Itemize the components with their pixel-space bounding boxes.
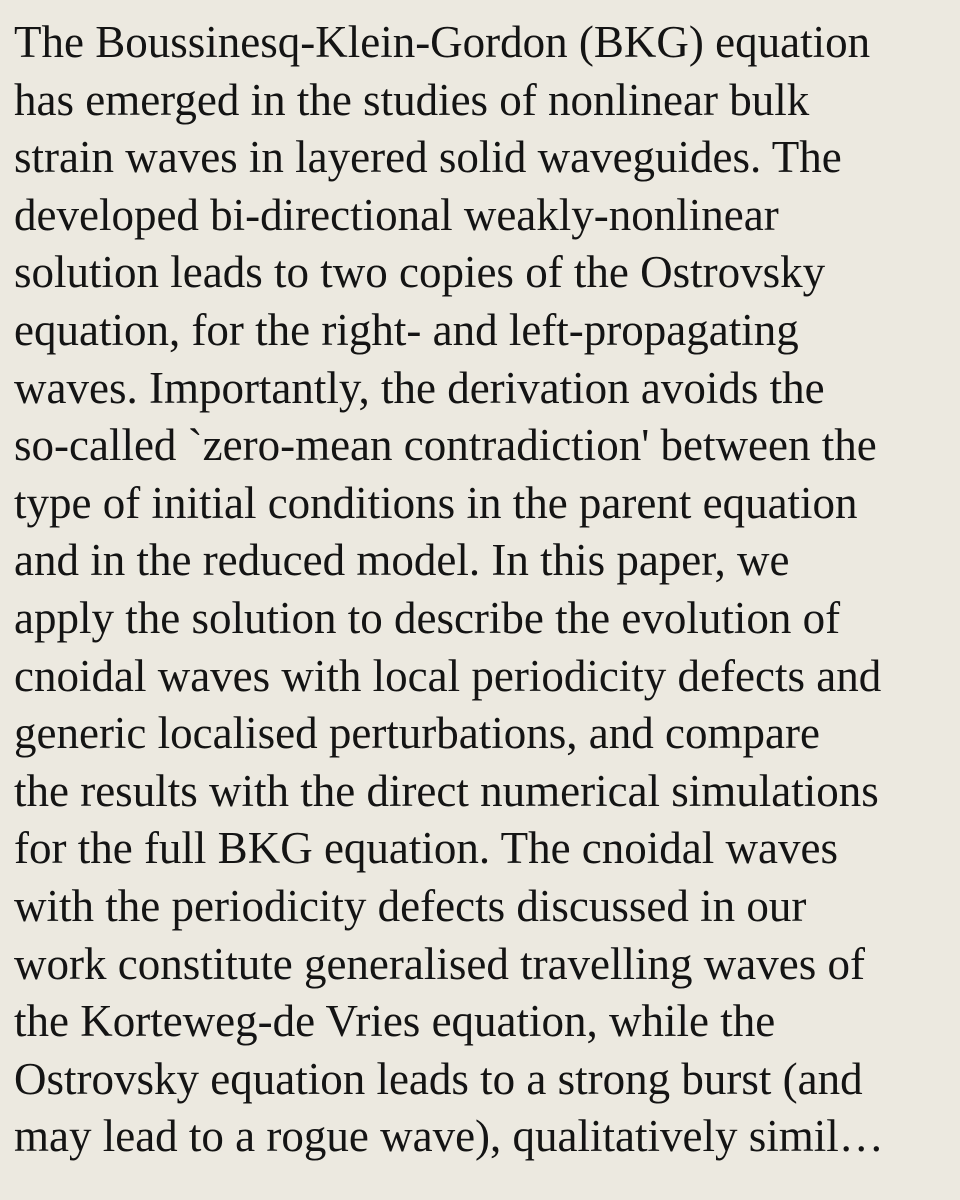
abstract-line-5: solution leads to two copies of the Ostrovsky: [14, 247, 826, 298]
abstract-line-11: apply the solution to describe the evolution of: [14, 592, 841, 643]
abstract-line-20: may lead to a rogue wave), qualitatively simil…: [14, 1111, 884, 1162]
abstract-line-9: type of initial conditions in the parent equation: [14, 477, 858, 528]
abstract-line-8: so-called `zero-mean contradiction' between the: [14, 420, 877, 471]
abstract-line-12: cnoidal waves with local periodicity defects and: [14, 650, 882, 701]
abstract-line-14: the results with the direct numerical simulations: [14, 765, 879, 816]
abstract-line-13: generic localised perturbations, and compare: [14, 708, 820, 759]
abstract-line-6: equation, for the right- and left-propagating: [14, 304, 799, 355]
abstract-line-19: Ostrovsky equation leads to a strong burst (and: [14, 1053, 863, 1104]
abstract-line-15: for the full BKG equation. The cnoidal waves: [14, 823, 838, 874]
abstract-line-4: developed bi-directional weakly-nonlinear: [14, 189, 779, 240]
abstract-line-3: strain waves in layered solid waveguides. The: [14, 132, 842, 183]
abstract-line-16: with the periodicity defects discussed in our: [14, 880, 807, 931]
abstract-line-18: the Korteweg-de Vries equation, while the: [14, 996, 776, 1047]
abstract-line-10: and in the reduced model. In this paper, we: [14, 535, 790, 586]
abstract-line-7: waves. Importantly, the derivation avoids the: [14, 362, 825, 413]
abstract-line-2: has emerged in the studies of nonlinear bulk: [14, 74, 810, 125]
abstract-line-17: work constitute generalised travelling waves of: [14, 938, 865, 989]
abstract-text: [14, 14, 954, 1166]
abstract-line-1: The Boussinesq-Klein-Gordon (BKG) equation: [14, 17, 871, 67]
